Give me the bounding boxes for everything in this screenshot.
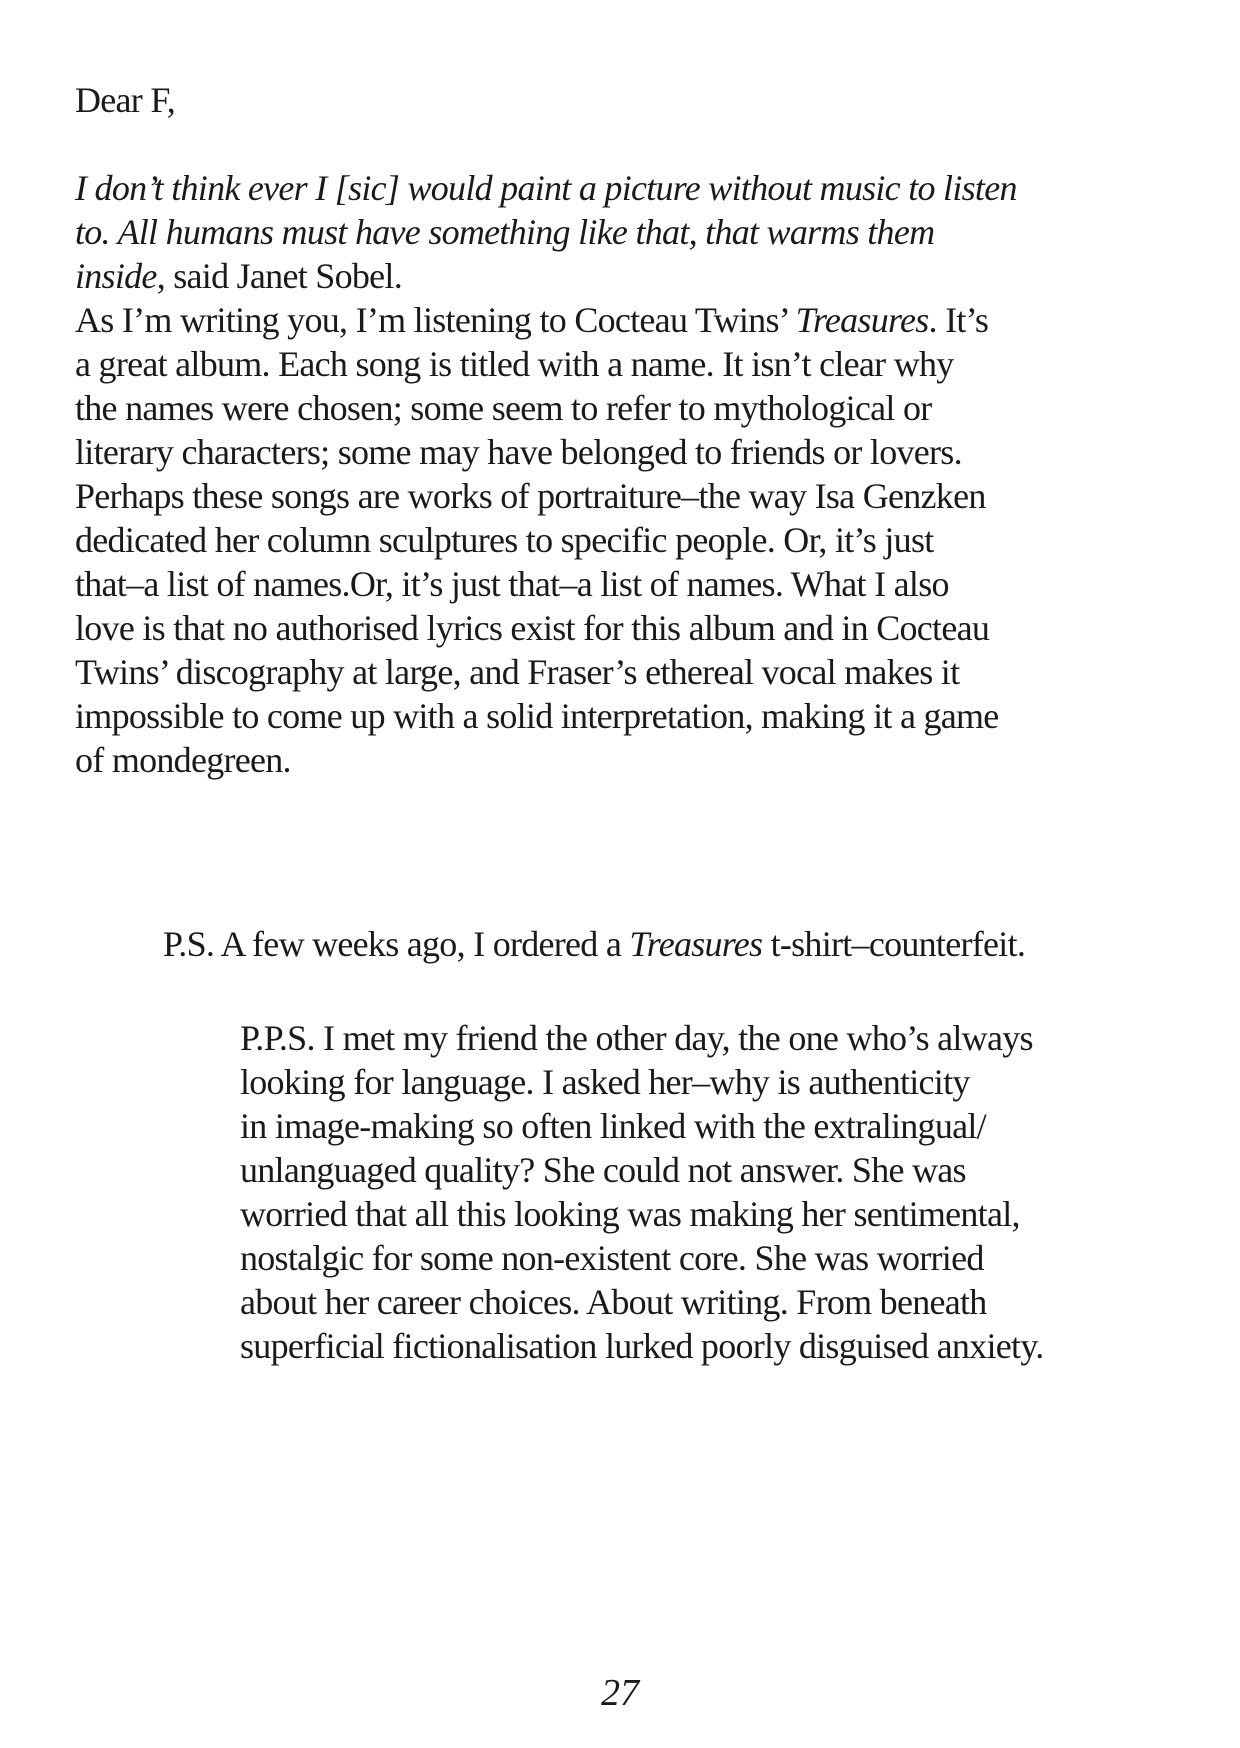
text-line bbox=[75, 386, 1180, 430]
text-run: of mondegreen. bbox=[75, 740, 291, 780]
text-run-italic: Treasures bbox=[795, 300, 929, 340]
text-run: t-shirt–counterfeit. bbox=[762, 924, 1026, 964]
text-line bbox=[75, 562, 1180, 606]
text-run: worried that all this looking was making her sentimental, bbox=[240, 1194, 1020, 1234]
text-line bbox=[240, 1060, 1180, 1104]
text-run: P.S. A few weeks ago, I ordered a bbox=[163, 924, 630, 964]
text-run: love is that no authorised lyrics exist for this album and in Cocteau bbox=[75, 608, 990, 648]
text-run: that–a list of names.Or, it’s just that–a list of names. What I also bbox=[75, 564, 949, 604]
text-line bbox=[75, 342, 1180, 386]
text-run: dedicated her column sculptures to specific people. Or, it’s just bbox=[75, 520, 934, 560]
text-line bbox=[75, 474, 1180, 518]
text-line bbox=[240, 1148, 1180, 1192]
text-run: impossible to come up with a solid interpretation, making it a game bbox=[75, 696, 999, 736]
main-paragraph bbox=[75, 166, 1180, 782]
text-line bbox=[75, 606, 1180, 650]
pps-paragraph bbox=[240, 1016, 1180, 1368]
text-run-italic: inside bbox=[75, 256, 157, 296]
text-run: nostalgic for some non-existent core. She was worried bbox=[240, 1238, 984, 1278]
text-run-italic: to. All humans must have something like that, that warms them bbox=[75, 212, 935, 252]
text-run: P.P.S. I met my friend the other day, the one who’s always bbox=[240, 1018, 1033, 1058]
text-line bbox=[240, 1192, 1180, 1236]
text-line bbox=[240, 1280, 1180, 1324]
text-line bbox=[75, 430, 1180, 474]
text-line bbox=[240, 1016, 1180, 1060]
ps-paragraph bbox=[163, 922, 1180, 966]
text-run: , said Janet Sobel. bbox=[156, 256, 402, 296]
text-line bbox=[240, 1324, 1180, 1368]
text-run: . It’s bbox=[928, 300, 989, 340]
text-line bbox=[75, 254, 1180, 298]
text-run: superficial fictionalisation lurked poorly disguised anxiety. bbox=[240, 1326, 1044, 1366]
text-line bbox=[75, 518, 1180, 562]
text-run: in image-making so often linked with the extralingual/ bbox=[240, 1106, 986, 1146]
text-line bbox=[75, 298, 1180, 342]
text-run: the names were chosen; some seem to refer to mythological or bbox=[75, 388, 932, 428]
page-number: 27 bbox=[601, 1672, 639, 1714]
text-run: looking for language. I asked her–why is authenticity bbox=[240, 1062, 970, 1102]
letter-body bbox=[75, 166, 1180, 1368]
text-run: literary characters; some may have belonged to friends or lovers. bbox=[75, 432, 962, 472]
text-run-italic: I don’t think ever I [sic] would paint a picture without music to listen bbox=[75, 168, 1017, 208]
text-run: a great album. Each song is titled with a name. It isn’t clear why bbox=[75, 344, 954, 384]
salutation: Dear F, bbox=[75, 80, 176, 120]
text-run: Twins’ discography at large, and Fraser’s ethereal vocal makes it bbox=[75, 652, 960, 692]
text-run: unlanguaged quality? She could not answer. She was bbox=[240, 1150, 966, 1190]
text-line bbox=[75, 210, 1180, 254]
text-line bbox=[75, 738, 1180, 782]
text-line bbox=[240, 1104, 1180, 1148]
text-line bbox=[163, 922, 1180, 966]
text-run-italic: Treasures bbox=[629, 924, 763, 964]
text-run: about her career choices. About writing. From beneath bbox=[240, 1282, 987, 1322]
text-line bbox=[240, 1236, 1180, 1280]
text-run: As I’m writing you, I’m listening to Cocteau Twins’ bbox=[75, 300, 796, 340]
text-run: Perhaps these songs are works of portraiture–the way Isa Genzken bbox=[75, 476, 986, 516]
text-line bbox=[75, 650, 1180, 694]
text-line bbox=[75, 166, 1180, 210]
text-line bbox=[75, 694, 1180, 738]
